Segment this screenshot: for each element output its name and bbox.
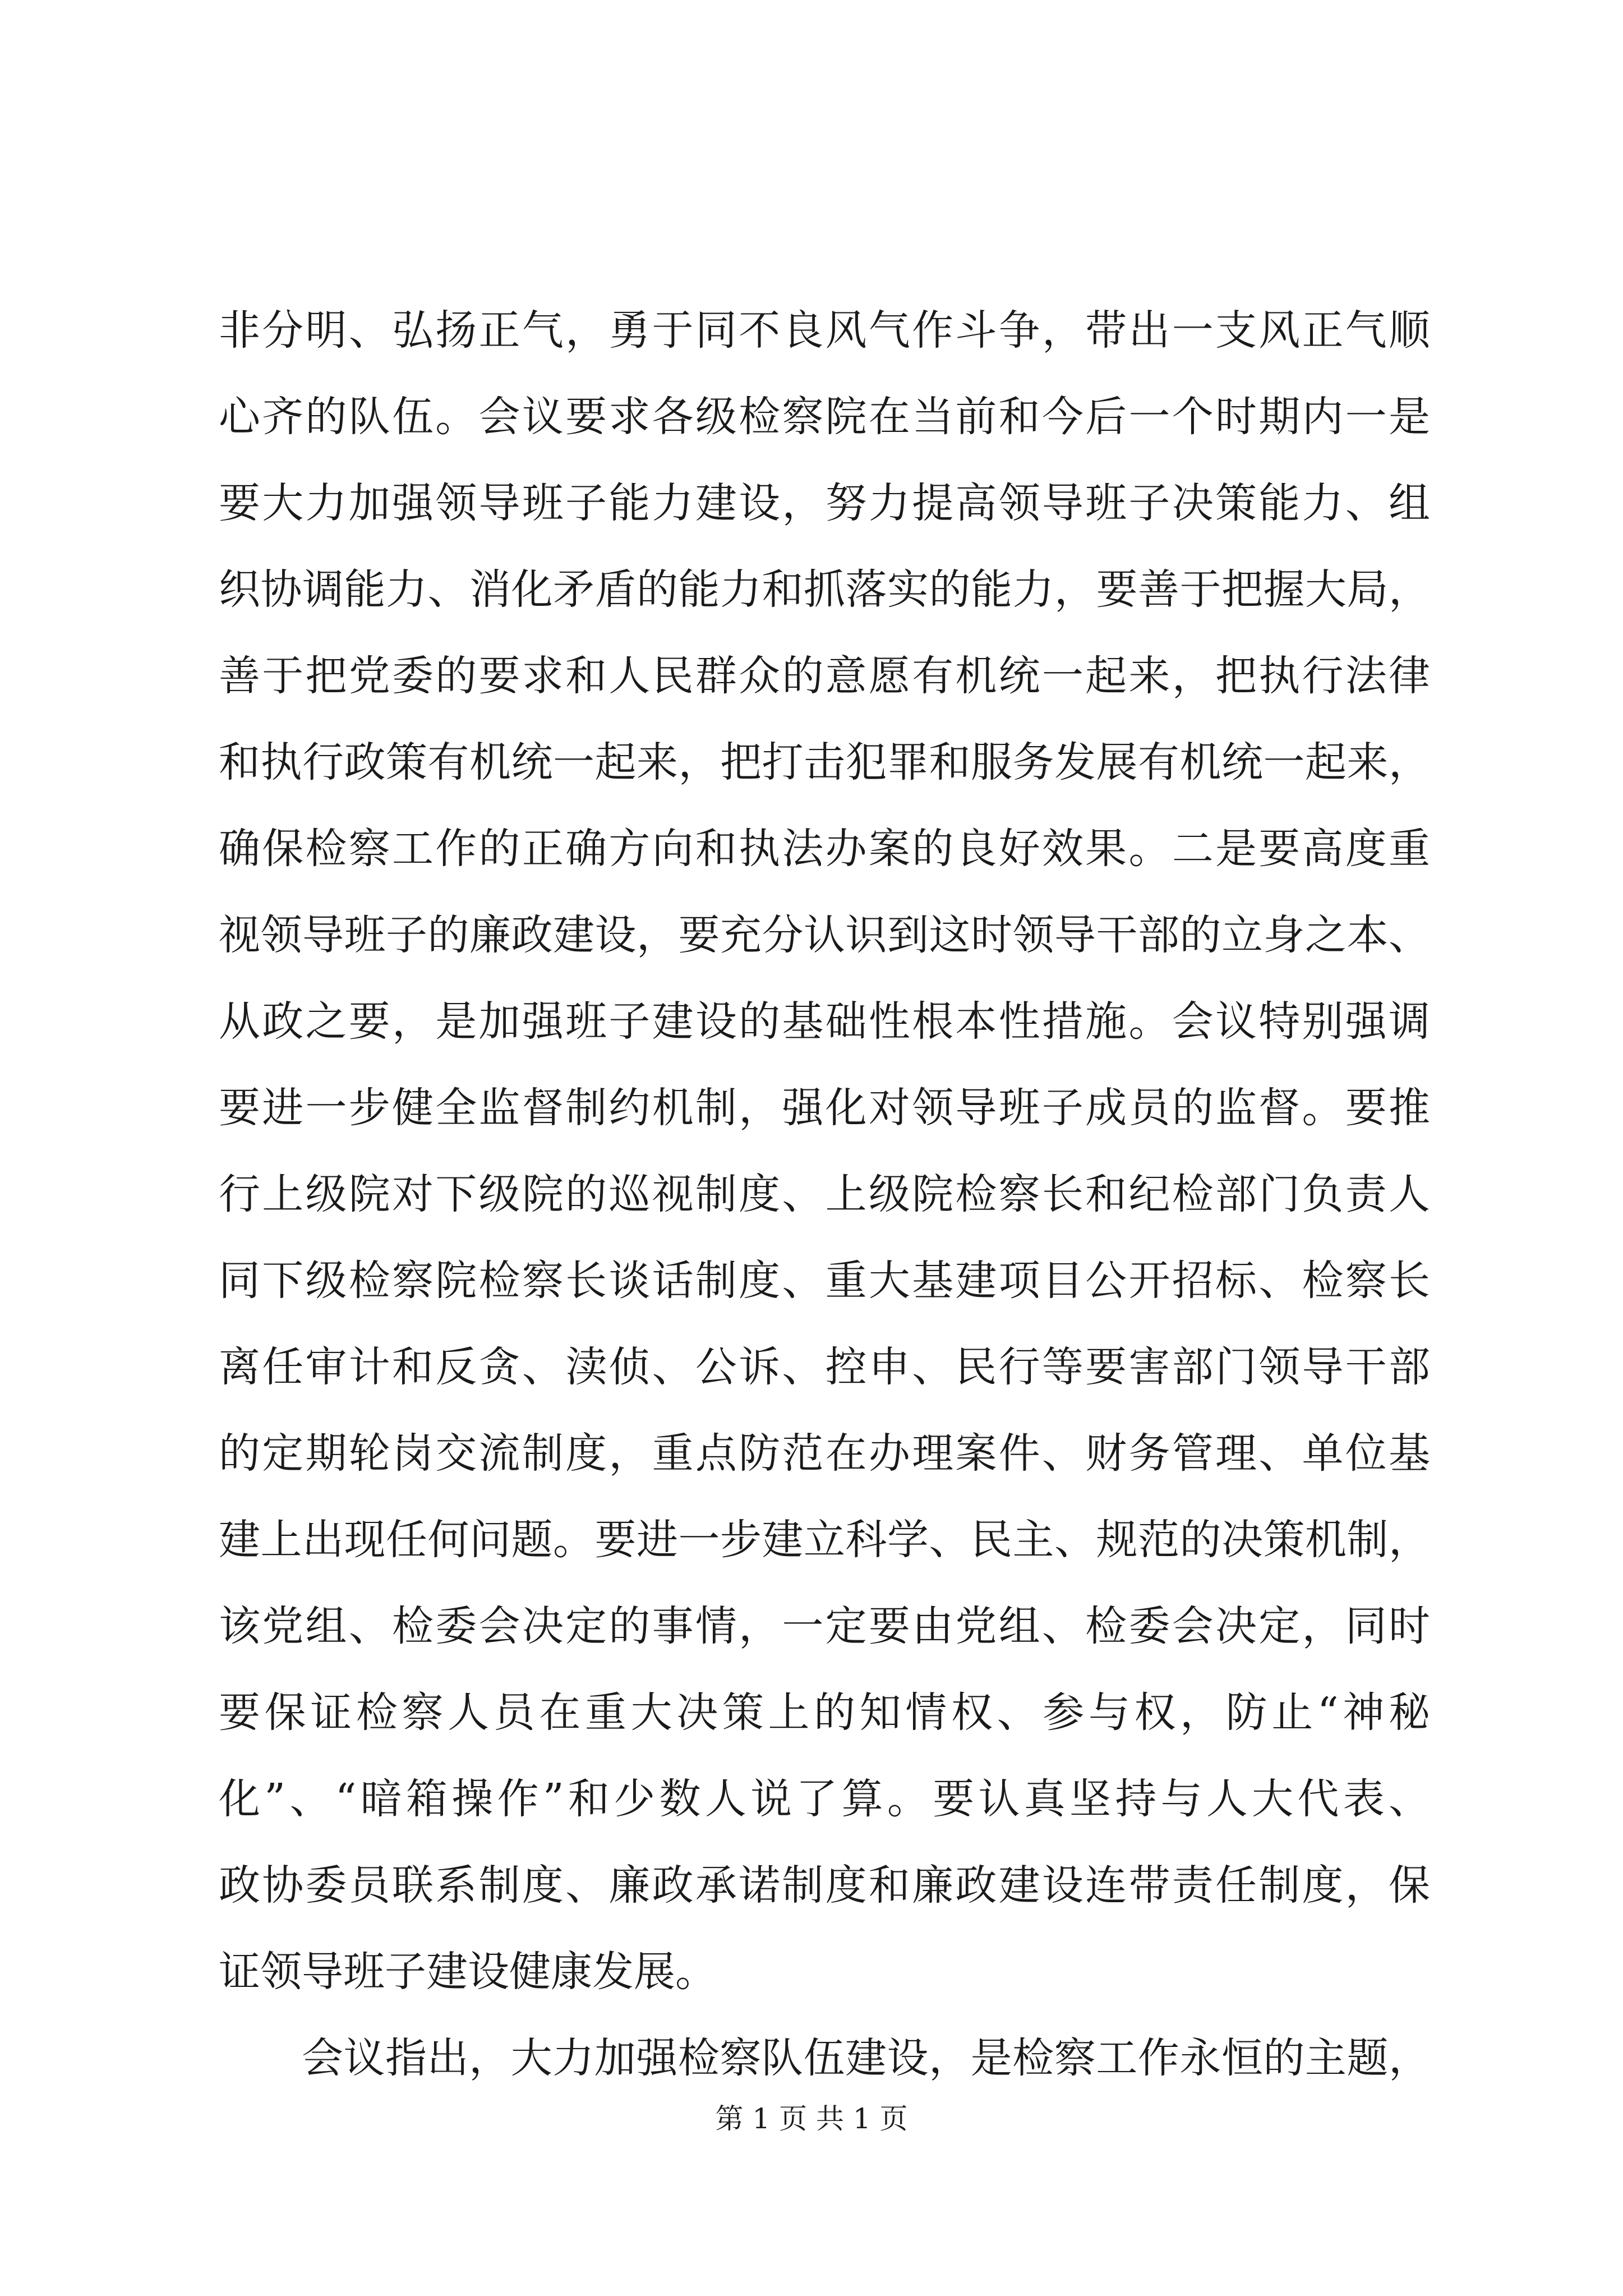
text-line: 和执行政策有机统一起来，把打击犯罪和服务发展有机统一起来， (219, 738, 1430, 786)
text-line: 政协委员联系制度、廉政承诺制度和廉政建设连带责任制度，保 (219, 1861, 1430, 1910)
text-line: 行上级院对下级院的巡视制度、上级院检察长和纪检部门负责人 (219, 1170, 1430, 1218)
text-line: 离任审计和反贪、渎侦、公诉、控申、民行等要害部门领导干部 (219, 1343, 1430, 1391)
text-line: 要大力加强领导班子能力建设，努力提高领导班子决策能力、组 (219, 479, 1430, 527)
text-line: 织协调能力、消化矛盾的能力和抓落实的能力，要善于把握大局， (219, 565, 1430, 614)
text-line: 的定期轮岗交流制度，重点防范在办理案件、财务管理、单位基 (219, 1429, 1430, 1478)
text-line: 非分明、弘扬正气，勇于同不良风气作斗争，带出一支风正气顺 (219, 306, 1430, 355)
text-line: 要保证检察人员在重大决策上的知情权、参与权，防止“神秘 (219, 1688, 1430, 1737)
text-line: 证领导班子建设健康发展。 (219, 1948, 717, 1996)
page-footer: 第 1 页 共 1 页 (715, 2102, 908, 2135)
paragraph-first-line: 会议指出，大力加强检察队伍建设，是检察工作永恒的主题， (302, 2034, 1430, 2082)
text-line: 从政之要，是加强班子建设的基础性根本性措施。会议特别强调 (219, 997, 1430, 1046)
text-line: 视领导班子的廉政建设，要充分认识到这时领导干部的立身之本、 (219, 911, 1430, 959)
text-line: 建上出现任何问题。要进一步建立科学、民主、规范的决策机制， (219, 1516, 1430, 1564)
text-line: 要进一步健全监督制约机制，强化对领导班子成员的监督。要推 (219, 1084, 1430, 1132)
text-line: 心齐的队伍。会议要求各级检察院在当前和今后一个时期内一是 (219, 393, 1430, 441)
text-line: 化”、“暗箱操作”和少数人说了算。要认真坚持与人大代表、 (219, 1775, 1430, 1823)
text-line: 同下级检察院检察长谈话制度、重大基建项目公开招标、检察长 (219, 1257, 1430, 1305)
text-line: 确保检察工作的正确方向和执法办案的良好效果。二是要高度重 (219, 825, 1430, 873)
text-line: 该党组、检委会决定的事情，一定要由党组、检委会决定，同时 (219, 1602, 1430, 1650)
document-body (219, 287, 1430, 2101)
text-line: 善于把党委的要求和人民群众的意愿有机统一起来，把执行法律 (219, 652, 1430, 700)
